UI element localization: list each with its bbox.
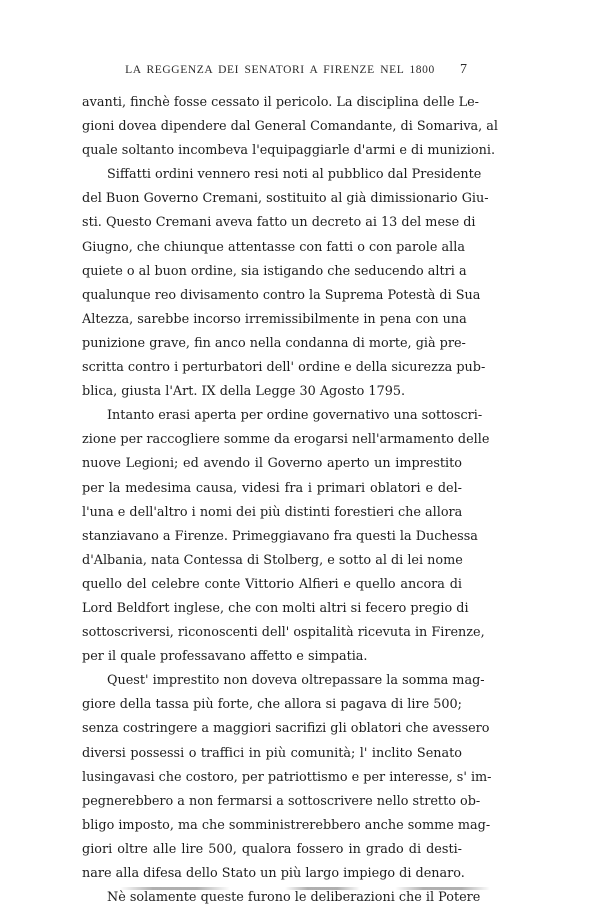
text-line: qualunque reo divisamento contro la Suprema Potestà di Sua [82,287,481,303]
text-line: per il quale professavano affetto e simpatia. [82,649,368,665]
scan-smudge [395,887,490,890]
text-line: bligo imposto, ma che somministrerebbero anche somme mag- [82,817,491,833]
text-line: lusingavasi che costoro, per patriottismo e per interesse, s' im- [82,769,492,785]
text-line: zione per raccogliere somme da erogarsi nell'armamento delle [82,432,490,448]
text-line: per la medesima causa, videsi fra i primari oblatori e del- [82,480,462,496]
text-line: senza costringere a maggiori sacrifizi gli oblatori che avessero [82,721,490,737]
text-line: Giugno, che chiunque attentasse con fatti o con parole alla [82,239,465,255]
paragraph-start-line: Siffatti ordini vennero resi noti al pubblico dal Presidente [107,167,482,183]
text-line: sottoscriversi, riconoscenti dell' ospitalità ricevuta in Firenze, [82,625,485,641]
scan-smudge [120,887,230,890]
text-line: gioni dovea dipendere dal General Comandante, di Somariva, al [82,119,499,135]
text-line: punizione grave, fin anco nella condanna di morte, già pre- [82,335,466,351]
text-line: del Buon Governo Cremani, sostituito al già dimissionario Giu- [82,191,489,207]
body-text [82,91,499,910]
text-line: scritta contro i perturbatori dell' ordine e della sicurezza pub- [82,360,486,376]
text-line: quello del celebre conte Vittorio Alfieri e quello ancora di [82,576,462,592]
page-number: 7 [460,62,467,77]
scan-smudge [285,887,360,890]
text-line: avanti, finchè fosse cessato il pericolo. La disciplina delle Le- [82,95,479,110]
text-line: quiete o al buon ordine, sia istigando che seducendo altri a [82,263,467,279]
bottom-scan-smudges [120,887,500,893]
text-line: Altezza, sarebbe incorso irremissibilmente in pena con una [82,311,467,327]
text-line: stanziavano a Firenze. Primeggiavano fra questi la Duchessa [82,528,478,544]
paragraph-start-line: Nè solamente queste furono le deliberazioni che il Potere [107,890,481,906]
text-line: sti. Questo Cremani aveva fatto un decreto ai 13 del mese di [82,215,476,231]
text-line: l'una e dell'altro i nomi dei più distinti forestieri che allora [82,504,463,520]
running-header: LA REGGENZA DEI SENATORI A FIRENZE NEL 1800 [125,64,435,76]
text-line: giori oltre alle lire 500, qualora fossero in grado di desti- [82,841,462,857]
text-line: quale soltanto incombeva l'equipaggiarle d'armi e di munizioni. [82,143,496,159]
text-line: pegnerebbero a non fermarsi a sottoscrivere nello stretto ob- [82,793,481,809]
text-line: nuove Legioni; ed avendo il Governo aperto un imprestito [82,456,462,472]
paragraph-start-line: Quest' imprestito non doveva oltrepassare la somma mag- [107,673,485,689]
text-line: giore della tassa più forte, che allora si pagava di lire 500; [82,697,462,713]
text-line: nare alla difesa dello Stato un più largo impiego di denaro. [82,866,465,881]
paragraph-start-line: Intanto erasi aperta per ordine governativo una sottoscri- [107,408,483,424]
text-line: blica, giusta l'Art. IX della Legge 30 Agosto 1795. [82,384,406,400]
text-line: Lord Beldfort inglese, che con molti altri si fecero pregio di [82,600,469,616]
text-line: diversi possessi o traffici in più comunità; l' inclito Senato [82,745,462,761]
text-line: d'Albania, nata Contessa di Stolberg, e sotto al di lei nome [82,552,463,568]
